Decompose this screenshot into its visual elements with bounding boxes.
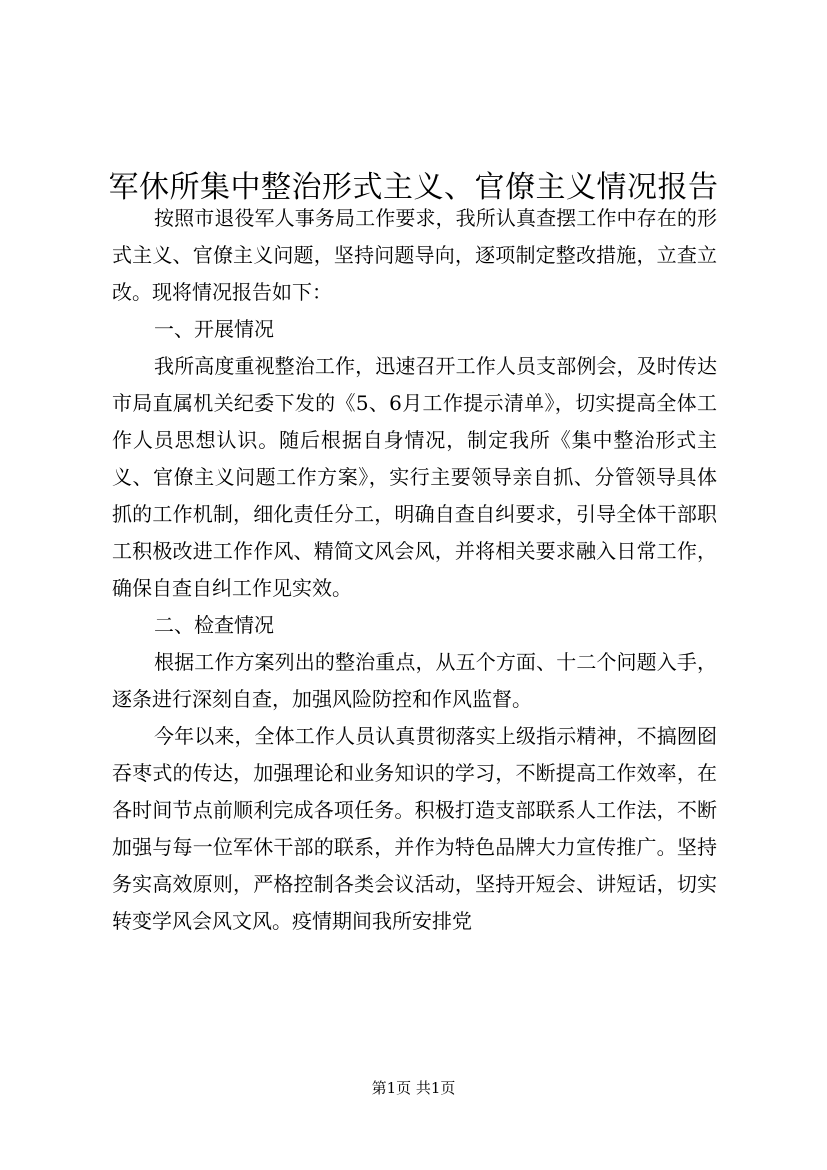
paragraph-intro: 按照市退役军人事务局工作要求，我所认真查摆工作中存在的形式主义、官僚主义问题，坚持问题导向，逐项制定整改措施，立查立改。现将情况报告如下：	[112, 206, 717, 304]
paragraph-section-2-a: 根据工作方案列出的整治重点，从五个方面、十二个问题入手，逐条进行深刻自查，加强风险防控和作风监督。	[112, 650, 717, 711]
document-body	[112, 200, 717, 940]
section-heading-2: 二、检查情况	[154, 613, 274, 637]
paragraph-section-2-b: 今年以来，全体工作人员认真贯彻落实上级指示精神，不搞囫囵吞枣式的传达，加强理论和业务知识的学习，不断提高工作效率，在各时间节点前顺利完成各项任务。积极打造支部联系人工作法，不断加强与每一位军休干部的联系，并作为特色品牌大力宣传推广。坚持务实高效原则，严格控制各类会议活动，坚持开短会、讲短话，切实转变学风会风文风。疫情期间我所安排党	[112, 724, 717, 933]
page-number-footer: 第1页 共1页	[371, 1079, 456, 1097]
section-heading-1: 一、开展情况	[154, 317, 274, 341]
paragraph-section-1: 我所高度重视整治工作，迅速召开工作人员支部例会，及时传达市局直属机关纪委下发的《5、6月工作提示清单》，切实提高全体工作人员思想认识。随后根据自身情况，制定我所《集中整治形式主义、官僚主义问题工作方案》，实行主要领导亲自抓、分管领导具体抓的工作机制，细化责任分工，明确自查自纠要求，引导全体干部职工积极改进工作作风、精简文风会风，并将相关要求融入日常工作，确保自查自纠工作见实效。	[112, 354, 717, 600]
document-title: 军休所集中整治形式主义、官僚主义情况报告	[108, 170, 719, 206]
